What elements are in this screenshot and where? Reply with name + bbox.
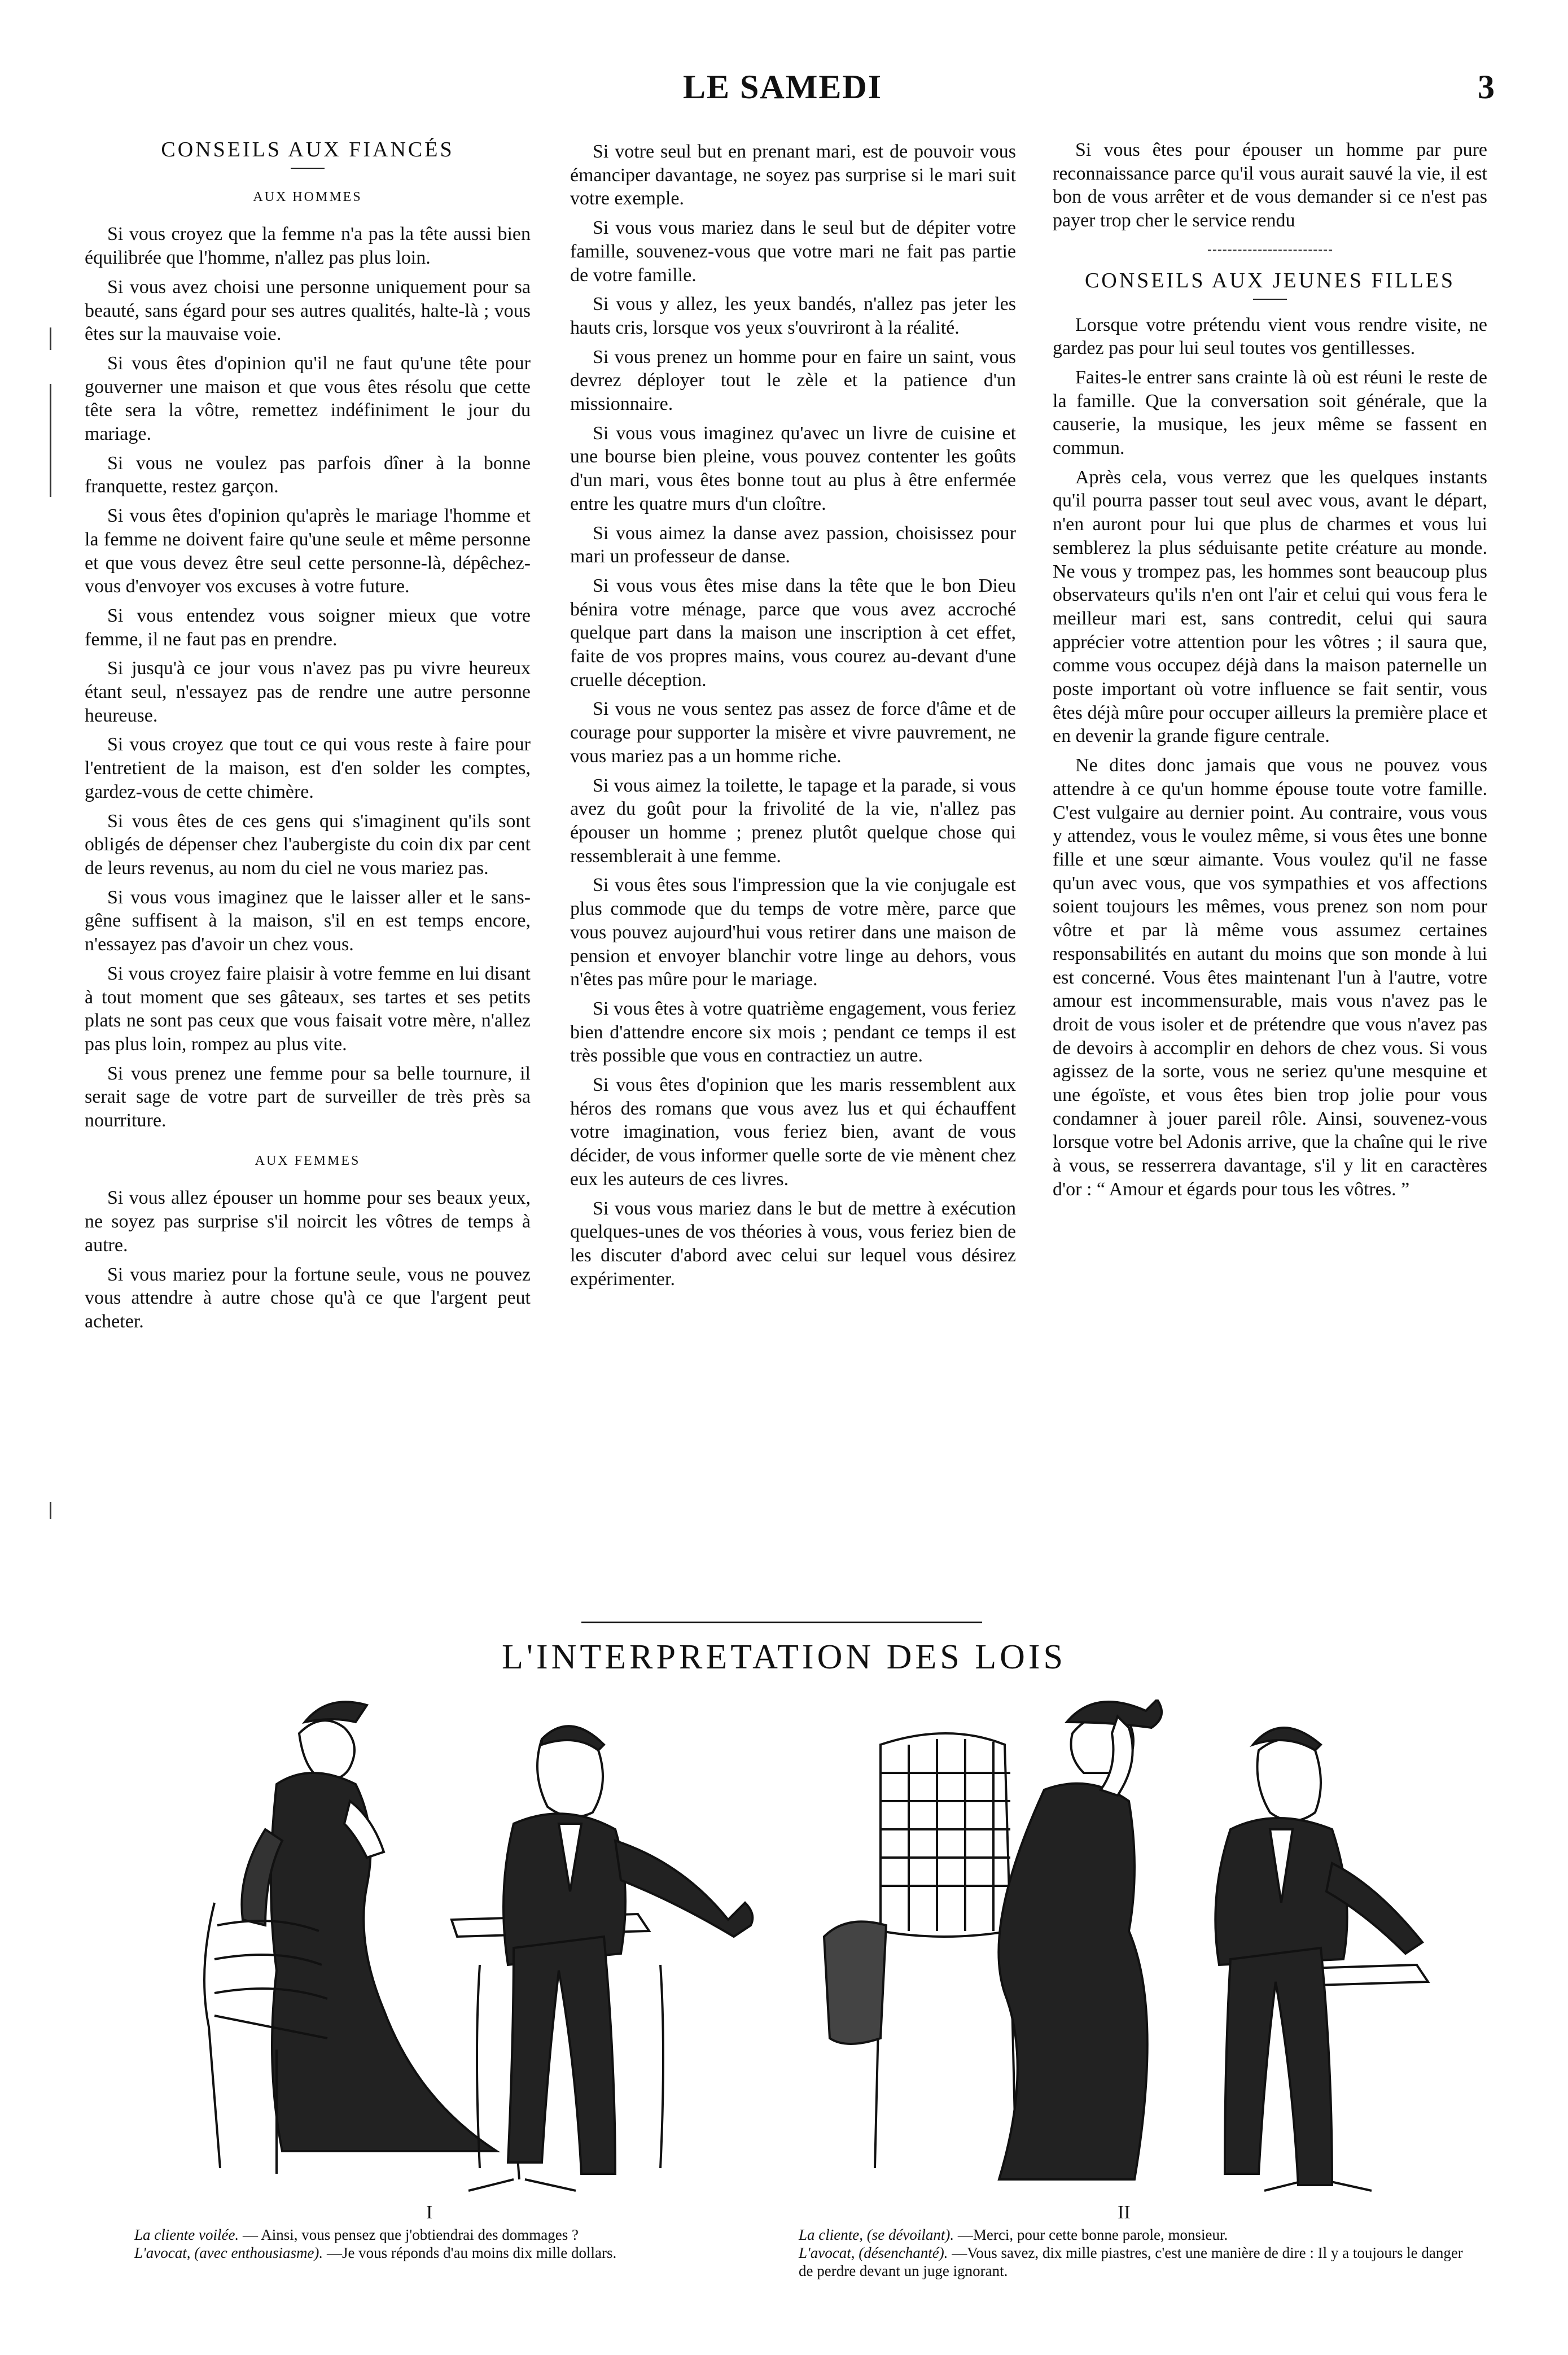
caption-speaker: L'avocat, (désenchanté). (799, 2244, 948, 2261)
paragraph: Si votre seul but en prenant mari, est de pouvoir vous émanciper davantage, ne soyez pas surprise si le mari suit votre exemple. (570, 141, 1016, 209)
paragraph: Faites-le entrer sans crainte là où est réuni le reste de la famille. Que la conversation soit générale, que la causerie, la musique, les jeux même se fassent en commun. (1053, 366, 1487, 459)
paragraph: Si vous êtes d'opinion que les maris ressemblent aux héros des romans que vous avez lus et qui échauffent votre imagination, vous feriez bien, avant de vous décider, de vous informer quelle sorte de vie mènent chez eux les auteurs de ces livres. (570, 1074, 1016, 1190)
paragraph: Si vous allez épouser un homme pour ses beaux yeux, ne soyez pas surprise s'il noircit les vôtres de temps à autre. (85, 1187, 531, 1256)
paragraph: Si vous entendez vous soigner mieux que votre femme, il ne faut pas en prendre. (85, 605, 531, 650)
paragraph: Si vous avez choisi une personne uniquement pour sa beauté, sans égard pour ses autres qualités, halte-là ; vous êtes sur la mauvaise voie. (85, 276, 531, 345)
column-1 (85, 138, 531, 1339)
paragraph: Si vous vous imaginez qu'avec un livre de cuisine et une bourse bien pleine, vous pouvez contenter les goûts d'un mari, vous êtes bonne tout au plus à être enfermée entre les quatre murs d'un cloître. (570, 422, 1016, 514)
paragraph: Si vous vous mariez dans le but de mettre à exécution quelques-unes de vos théories à vous, vous feriez bien de les discuter d'abord avec celui sur lequel vous désirez expérimenter. (570, 1198, 1016, 1290)
paragraph: Si vous ne voulez pas parfois dîner à la bonne franquette, restez garçon. (85, 452, 531, 497)
paragraph: Si vous êtes sous l'impression que la vie conjugale est plus commode que du temps de votre mère, parce que vous pouvez aujourd'hui vous retirer dans une maison de pension et envoyer blanchir votre linge au dehors, vous n'êtes pas mûre pour le mariage. (570, 875, 1016, 990)
caption-speaker: La cliente, (se dévoilant). (799, 2226, 954, 2243)
paragraph: Si vous êtes à votre quatrième engagement, vous feriez bien d'attendre encore six mois ; pendant ce temps il est très possible que vous en contractiez un autre. (570, 998, 1016, 1067)
caption-text: — Ainsi, vous pensez que j'obtiendrai des dommages ? (242, 2226, 579, 2243)
column-3 (1053, 138, 1487, 1207)
caption-text: —Vous savez, dix mille piastres, c'est une manière de dire : Il y a toujours le danger de perdre devant un juge ignorant. (799, 2244, 1463, 2279)
article-heading-fiances: CONSEILS AUX FIANCÉS (161, 138, 454, 161)
panel-1-numeral: I (426, 2202, 433, 2223)
paragraph: Si vous vous êtes mise dans la tête que le bon Dieu bénira votre ménage, parce que vous avez accroché quelque part dans la maison une inscription à cet effet, faite de vos propres mains, vous courez au-devant d'une cruelle déception. (570, 575, 1016, 691)
caption-text: —Je vous réponds d'au moins dix mille dollars. (326, 2244, 617, 2261)
margin-mark (50, 384, 51, 497)
paragraph: Si vous êtes pour épouser un homme par pure reconnaissance parce qu'il vous aurait sauvé la vie, il est bon de vous arrêter et de vous demander si ce n'est pas payer trop cher le service rendu (1053, 139, 1487, 231)
illustration-panel-1 (164, 1699, 835, 2196)
divider (291, 168, 325, 169)
paragraph: Si vous croyez faire plaisir à votre femme en lui disant à tout moment que ses gâteaux, ses tartes et ses petits plats ne sont pas ceux que vous faisait votre mère, n'allez pas plus loin, rompez au plus vite. (85, 963, 531, 1055)
caption-panel-1 (134, 2226, 767, 2262)
paragraph: Si vous aimez la toilette, le tapage et la parade, si vous avez du goût pour la frivolité de la vie, n'allez pas épouser un homme ; prenez plutôt quelque chose qui ressemblerait à une femme. (570, 775, 1016, 867)
masthead (0, 68, 1568, 113)
paragraph: Ne dites donc jamais que vous ne pouvez vous attendre à ce qu'un homme épouse toute votre famille. C'est vulgaire au dernier point. Au contraire, vous vous y attendez, vous le voulez même, si vous êtes une bonne fille et une sœur aimante. Vous voulez qu'il ne fasse qu'un avec vous, que vos sympathies et vos affections soient toujours les mêmes, vous prenez son nom pour vôtre et par là même vous assumez certaines responsabilités en autant du moins que son monde à lui est concerné. Vous êtes maintenant l'un à l'autre, votre amour est incommensurable, mais vous n'avez pas le droit de vous isoler et de prétendre que vous n'avez pas de devoirs à accomplir en dehors de chez vous. Si vous agissez de la sorte, vous ne seriez qu'une mesquine et une égoïste, et vous êtes bien trop jolie pour vous condamner à jouer pareil rôle. Ainsi, souvenez-vous lorsque votre bel Adonis arrive, que la chaîne qui le rive à vous, se resserrera davantage, s'il y lit en caractères d'or : “ Amour et égards pour tous les vôtres. ” (1053, 755, 1487, 1200)
paragraph: Si vous croyez que la femme n'a pas la tête aussi bien équilibrée que l'homme, n'allez pas plus loin. (85, 224, 531, 269)
caption-line (134, 2244, 767, 2262)
caption-speaker: L'avocat, (avec enthousiasme). (134, 2244, 323, 2261)
caption-panel-2 (799, 2226, 1476, 2280)
paragraph: Si vous prenez un homme pour en faire un saint, vous devrez déployer tout le zèle et la patience d'un missionnaire. (570, 346, 1016, 415)
paragraph: Après cela, vous verrez que les quelques instants qu'il pourra passer tout seul avec vous, avant le départ, n'en auront pour lui que plus de charmes et vous lui semblerez la plus séduisante petite créature au monde. Ne vous y trompez pas, les hommes sont beaucoup plus observateurs qu'ils n'en ont l'air et celui qui vous fera le meilleur mari est, sans contredit, celui qui saura apprécier votre attention pour les vôtres ; il saura que, comme vous occupez déjà dans la maison paternelle un poste important où votre influence se fait sentir, vous êtes déjà mûre pour occuper ailleurs la première place et en devenir la grande figure centrale. (1053, 466, 1487, 747)
cartoon-title: L'INTERPRETATION DES LOIS (501, 1638, 1067, 1676)
paragraph: Si vous y allez, les yeux bandés, n'allez pas jeter les hauts cris, lorsque vos yeux s'ouvriront à la réalité. (570, 294, 1016, 338)
caption-line (134, 2226, 767, 2244)
divider (1253, 299, 1287, 300)
illustration-panel-2 (801, 1699, 1473, 2196)
paragraph: Si vous êtes de ces gens qui s'imaginent qu'ils sont obligés de dépenser chez l'aubergiste du coin dix par cent de leurs revenus, au nom du ciel ne vous mariez pas. (85, 810, 531, 879)
article-heading-jeunes-filles: CONSEILS AUX JEUNES FILLES (1084, 268, 1456, 292)
caption-speaker: La cliente voilée. (134, 2226, 239, 2243)
paragraph: Si vous êtes d'opinion qu'après le mariage l'homme et la femme ne doivent faire qu'une seule et même personne et que vous devez être seul cette personne-là, dépêchez-vous d'envoyer vos excuses à votre future. (85, 505, 531, 597)
paragraph: Si vous êtes d'opinion qu'il ne faut qu'une tête pour gouverner une maison et que vous êtes résolu que cette tête sera la vôtre, remettez indéfiniment le jour du mariage. (85, 352, 531, 445)
paragraph: Si vous aimez la danse avez passion, choisissez pour mari un professeur de danse. (570, 522, 1016, 567)
caption-text: —Merci, pour cette bonne parole, monsieur. (957, 2226, 1228, 2243)
panel-2-numeral: II (1118, 2202, 1131, 2223)
margin-mark (50, 1502, 51, 1519)
paragraph: Lorsque votre prétendu vient vous rendre visite, ne gardez pas pour lui seul toutes vos gentillesses. (1053, 314, 1487, 359)
subhead-aux-hommes: AUX HOMMES (253, 189, 362, 204)
newspaper-title: LE SAMEDI (683, 68, 883, 106)
paragraph: Si vous croyez que tout ce qui vous reste à faire pour l'entretient de la maison, est d'en solder les comptes, gardez-vous de cette chimère. (85, 734, 531, 802)
paragraph: Si vous vous mariez dans le seul but de dépiter votre famille, souvenez-vous que votre mari ne fait pas partie de votre famille. (570, 217, 1016, 286)
margin-mark (50, 327, 51, 350)
caption-line (799, 2244, 1476, 2280)
page-number: 3 (1478, 68, 1495, 106)
caption-line (799, 2226, 1476, 2244)
paragraph: Si vous ne vous sentez pas assez de force d'âme et de courage pour supporter la misère et vivre pauvrement, ne vous mariez pas a un homme riche. (570, 698, 1016, 767)
paragraph: Si vous vous imaginez que le laisser aller et le sans-gêne suffisent à la maison, s'il en est temps encore, n'essayez pas d'avoir un chez vous. (85, 886, 531, 955)
subhead-aux-femmes: AUX FEMMES (255, 1153, 361, 1168)
paragraph: Si vous mariez pour la fortune seule, vous ne pouvez vous attendre à autre chose qu'à ce que l'argent peut acheter. (85, 1264, 531, 1332)
section-divider (581, 1622, 982, 1623)
paragraph: Si vous prenez une femme pour sa belle tournure, il serait sage de votre part de surveiller de très près sa nourriture. (85, 1063, 531, 1131)
column-2 (570, 140, 1016, 1296)
divider (1208, 250, 1332, 252)
paragraph: Si jusqu'à ce jour vous n'avez pas pu vivre heureux étant seul, n'essayez pas de rendre une autre personne heureuse. (85, 658, 531, 726)
